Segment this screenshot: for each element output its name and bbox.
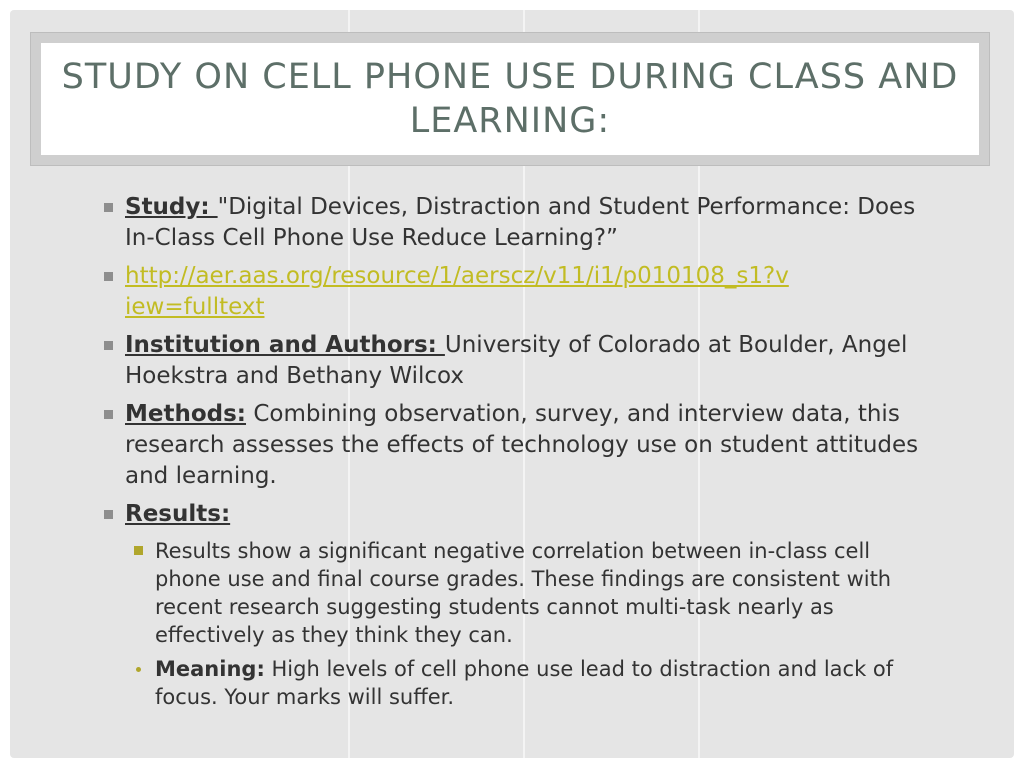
bullet-link <box>102 261 932 323</box>
square-bullet-icon <box>104 410 113 419</box>
slide-title: STUDY ON CELL PHONE USE DURING CLASS AND LEARNING: <box>61 57 959 141</box>
sub-bullet-results <box>133 537 932 649</box>
title-box <box>41 43 979 155</box>
bullet-methods <box>102 399 932 492</box>
square-bullet-icon <box>104 510 113 519</box>
study-text: "Digital Devices, Distraction and Student Performance: Does In-Class Cell Phone Use Reduce Learning?” <box>125 194 916 251</box>
meaning-label: Meaning: <box>155 657 265 681</box>
square-bullet-icon <box>104 272 113 281</box>
bullet-results <box>102 499 932 530</box>
square-bullet-icon <box>104 203 113 212</box>
bullet-list <box>102 192 932 717</box>
results-label: Results: <box>125 501 231 527</box>
title-frame <box>30 32 990 166</box>
study-label: Study: <box>125 194 218 220</box>
square-bullet-icon <box>134 546 143 555</box>
meaning-text: High levels of cell phone use lead to distraction and lack of focus. Your marks will suffer. <box>155 657 894 709</box>
methods-text: Combining observation, survey, and interview data, this research assesses the effects of technology use on student attitudes and learning. <box>125 401 919 489</box>
institution-label: Institution and Authors: <box>125 332 445 358</box>
results-text: Results show a significant negative correlation between in-class cell phone use and final course grades. These findings are consistent with recent research suggesting students cannot multi-task nearly as effectively as they think they can. <box>155 539 892 647</box>
square-bullet-icon <box>104 341 113 350</box>
sub-bullet-meaning <box>133 655 932 711</box>
bullet-study <box>102 192 932 254</box>
study-link[interactable]: http://aer.aas.org/resource/1/aerscz/v11/i1/p010108_s1?v iew=fulltext <box>125 263 789 320</box>
methods-label: Methods: <box>125 401 247 427</box>
institution-text: University of Colorado at Boulder, Angel Hoekstra and Bethany Wilcox <box>125 332 908 389</box>
bullet-institution <box>102 330 932 392</box>
slide <box>10 10 1014 758</box>
dot-bullet-icon <box>136 667 141 672</box>
